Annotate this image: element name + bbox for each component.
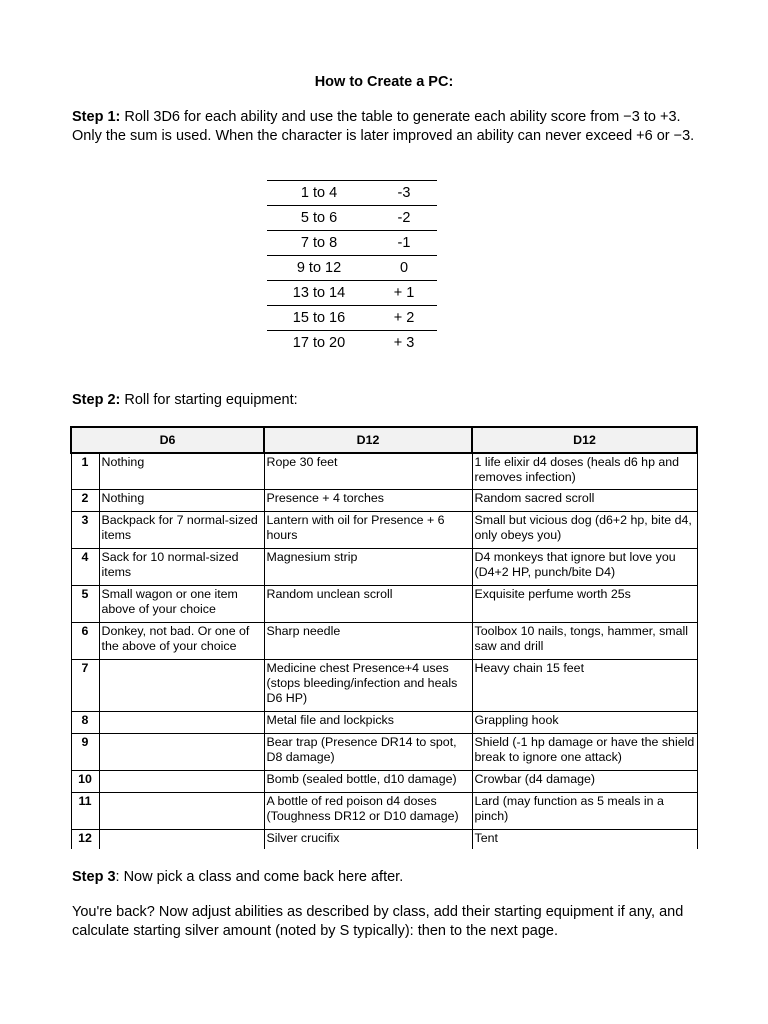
d12-item-a: Bear trap (Presence DR14 to spot, D8 damage) — [264, 733, 472, 770]
table-row — [267, 256, 437, 281]
table-row — [267, 181, 437, 206]
row-number: 1 — [71, 453, 99, 489]
row-number: 12 — [71, 829, 99, 849]
table-header-row — [71, 427, 697, 453]
ability-modifier: + 2 — [371, 306, 437, 331]
d12-item-a: Presence + 4 torches — [264, 489, 472, 511]
ability-range: 7 to 8 — [267, 231, 371, 256]
d6-item — [99, 711, 264, 733]
ability-range: 15 to 16 — [267, 306, 371, 331]
d12-item-a: Bomb (sealed bottle, d10 damage) — [264, 770, 472, 792]
row-number: 2 — [71, 489, 99, 511]
ability-modifier: + 1 — [371, 281, 437, 306]
step3-text: : Now pick a class and come back here after. — [115, 869, 404, 885]
row-number: 6 — [71, 622, 99, 659]
step1-paragraph — [72, 108, 696, 146]
d12-item-b: Toolbox 10 nails, tongs, hammer, small saw and drill — [472, 622, 697, 659]
ability-range: 5 to 6 — [267, 206, 371, 231]
table-row — [71, 770, 697, 792]
ability-modifier: -2 — [371, 206, 437, 231]
row-number: 3 — [71, 511, 99, 548]
d12-item-b: Crowbar (d4 damage) — [472, 770, 697, 792]
row-number: 7 — [71, 659, 99, 711]
table-row — [71, 453, 697, 489]
table-row — [71, 659, 697, 711]
ability-range: 9 to 12 — [267, 256, 371, 281]
d6-item: Sack for 10 normal-sized items — [99, 548, 264, 585]
d12-item-a: Medicine chest Presence+4 uses (stops bleeding/infection and heals D6 HP) — [264, 659, 472, 711]
d12-item-a: Lantern with oil for Presence + 6 hours — [264, 511, 472, 548]
ability-range: 1 to 4 — [267, 181, 371, 206]
table-row — [71, 829, 697, 849]
table-row — [267, 206, 437, 231]
d12-item-b: Tent — [472, 829, 697, 849]
d6-item — [99, 829, 264, 849]
table-row — [71, 733, 697, 770]
ability-score-table — [267, 180, 437, 355]
d12-item-a: Rope 30 feet — [264, 453, 472, 489]
row-number: 5 — [71, 585, 99, 622]
column-header-d12-a: D12 — [264, 427, 472, 453]
table-row — [71, 792, 697, 829]
d6-item: Donkey, not bad. Or one of the above of your choice — [99, 622, 264, 659]
d6-item: Small wagon or one item above of your choice — [99, 585, 264, 622]
row-number: 10 — [71, 770, 99, 792]
d6-item: Backpack for 7 normal-sized items — [99, 511, 264, 548]
d12-item-b: Shield (-1 hp damage or have the shield break to ignore one attack) — [472, 733, 697, 770]
step1-text: Roll 3D6 for each ability and use the table to generate each ability score from −3 to +3. Only the sum is used. When the character is later improved an ability can never exceed +6 or −3. — [72, 109, 695, 144]
table-row — [71, 711, 697, 733]
d12-item-a: Sharp needle — [264, 622, 472, 659]
page-title: How to Create a PC: — [314, 74, 454, 90]
equipment-table — [70, 426, 698, 849]
d12-item-b: Lard (may function as 5 meals in a pinch) — [472, 792, 697, 829]
table-row — [267, 231, 437, 256]
table-row — [71, 489, 697, 511]
table-row — [71, 622, 697, 659]
d12-item-b: Exquisite perfume worth 25s — [472, 585, 697, 622]
table-row — [71, 585, 697, 622]
ability-modifier: -3 — [371, 181, 437, 206]
ability-modifier: + 3 — [371, 331, 437, 356]
d12-item-a: Silver crucifix — [264, 829, 472, 849]
d12-item-a: Magnesium strip — [264, 548, 472, 585]
table-row — [267, 331, 437, 356]
table-row — [71, 548, 697, 585]
d6-item — [99, 770, 264, 792]
d6-item — [99, 659, 264, 711]
d6-item — [99, 792, 264, 829]
table-row — [267, 306, 437, 331]
d6-item: Nothing — [99, 489, 264, 511]
d12-item-b: Grappling hook — [472, 711, 697, 733]
step1-label: Step 1: — [72, 109, 121, 125]
step2-paragraph — [72, 391, 696, 410]
step3-label: Step 3 — [72, 869, 116, 885]
d12-item-b: 1 life elixir d4 doses (heals d6 hp and removes infection) — [472, 453, 697, 489]
ability-range: 17 to 20 — [267, 331, 371, 356]
row-number: 11 — [71, 792, 99, 829]
table-row — [71, 511, 697, 548]
ability-range: 13 to 14 — [267, 281, 371, 306]
step2-text: Roll for starting equipment: — [120, 392, 298, 408]
d12-item-a: Metal file and lockpicks — [264, 711, 472, 733]
d12-item-b: Heavy chain 15 feet — [472, 659, 697, 711]
row-number: 4 — [71, 548, 99, 585]
ability-modifier: 0 — [371, 256, 437, 281]
d12-item-b: Small but vicious dog (d6+2 hp, bite d4, only obeys you) — [472, 511, 697, 548]
d12-item-a: Random unclean scroll — [264, 585, 472, 622]
step2-label: Step 2: — [72, 392, 121, 408]
row-number: 8 — [71, 711, 99, 733]
ability-modifier: -1 — [371, 231, 437, 256]
d12-item-b: D4 monkeys that ignore but love you (D4+2 HP, punch/bite D4) — [472, 548, 697, 585]
column-header-d6: D6 — [71, 427, 264, 453]
row-number: 9 — [71, 733, 99, 770]
column-header-d12-b: D12 — [472, 427, 697, 453]
table-row — [267, 281, 437, 306]
d6-item — [99, 733, 264, 770]
step3-paragraph — [72, 868, 696, 887]
d12-item-b: Random sacred scroll — [472, 489, 697, 511]
d6-item: Nothing — [99, 453, 264, 489]
d12-item-a: A bottle of red poison d4 doses (Toughness DR12 or D10 damage) — [264, 792, 472, 829]
closing-paragraph: You're back? Now adjust abilities as described by class, add their starting equipment if any, and calculate starting silver amount (noted by S typically): then to the next page. — [72, 904, 684, 939]
